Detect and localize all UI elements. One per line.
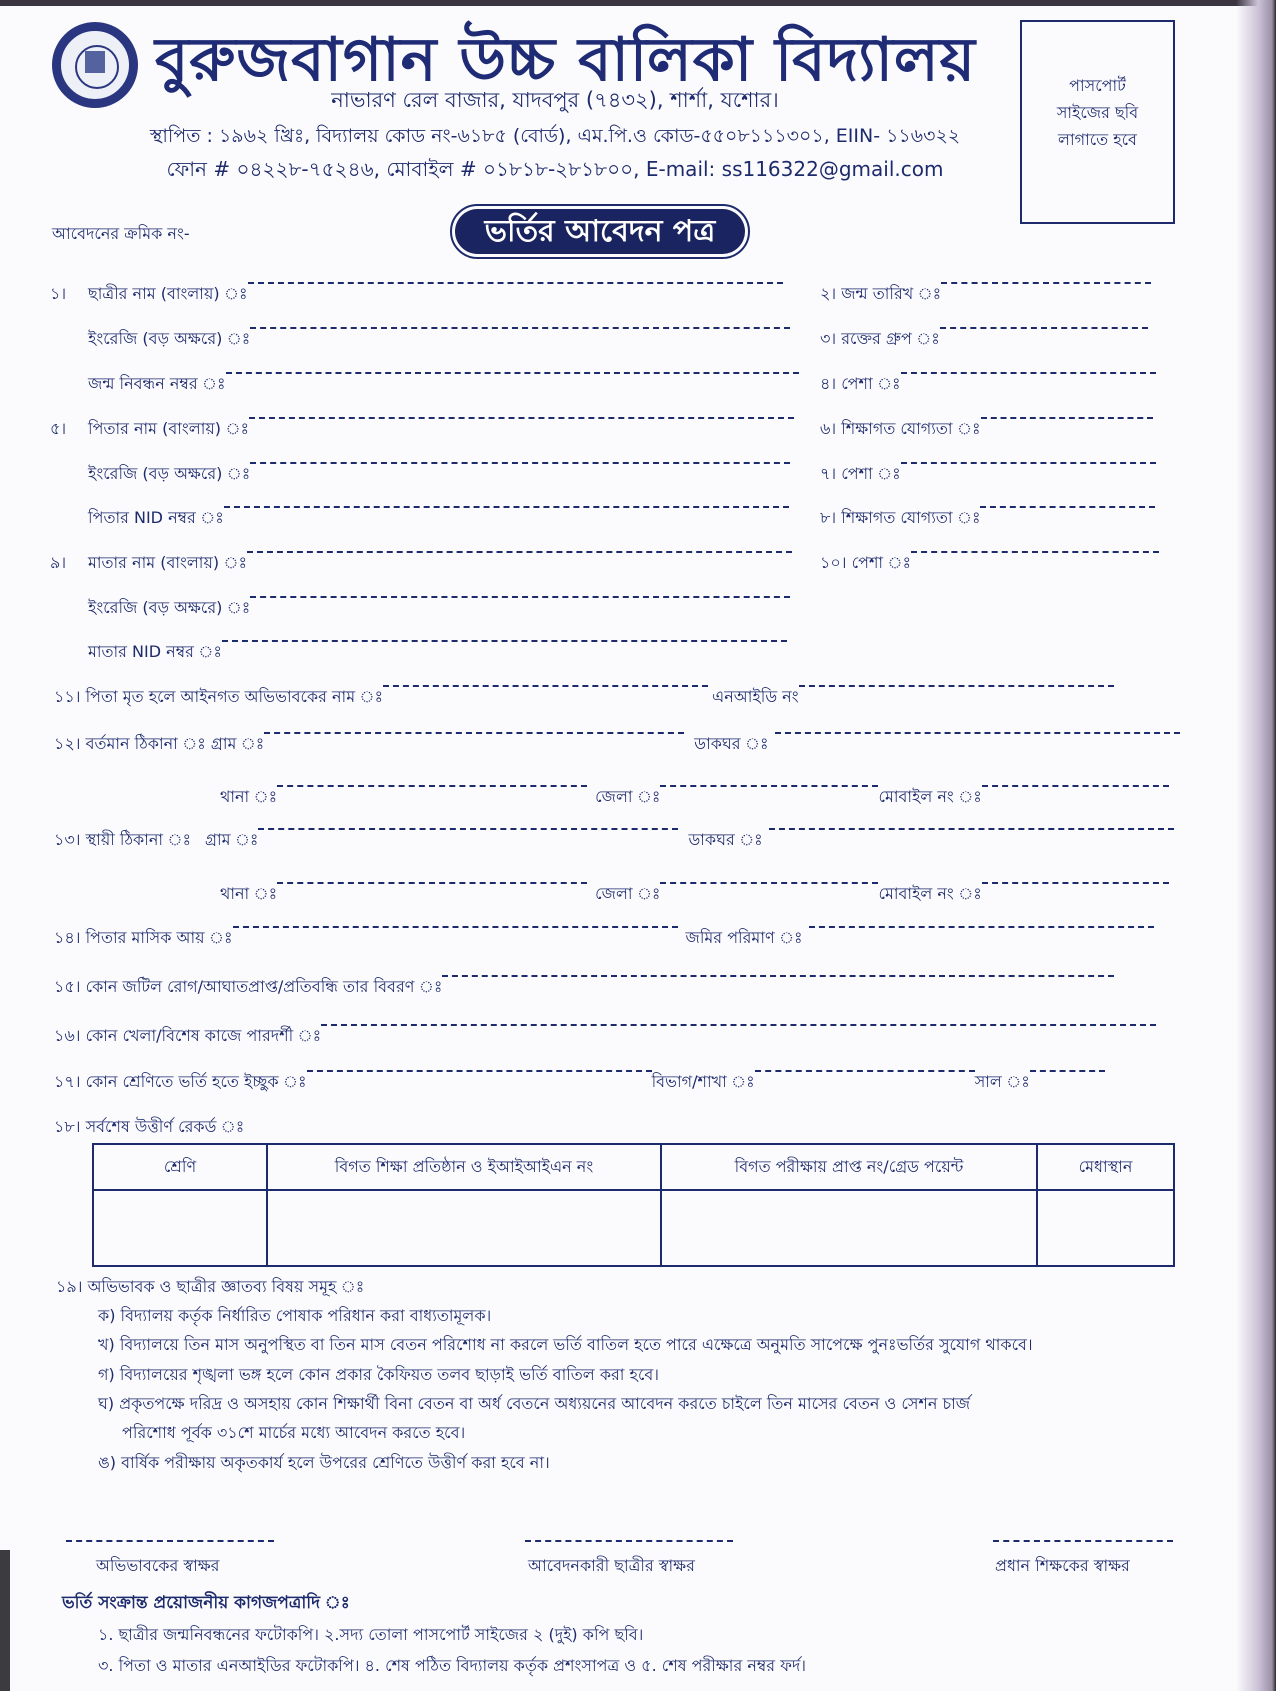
field-last-record: [54, 1113, 244, 1141]
required-documents-line: ৩. পিতা ও মাতার এনআইডির ফটোকপি। ৪. শেষ পঠিত বিদ্যালয় কর্তৃক প্রশংসাপত্র ও ৫. শেষ পরীক্ষার নম্বর ফর্দ।: [98, 1656, 807, 1675]
passport-text-line: পাসপোর্ট: [1069, 76, 1126, 95]
field-student-name-en: [88, 325, 790, 353]
required-documents-line: ১. ছাত্রীর জন্মনিবন্ধনের ফটোকপি। ২.সদ্য তোলা পাসপোর্ট সাইজের ২ (দুই) কপি ছবি।: [98, 1625, 644, 1644]
present-thana-input[interactable]: [277, 785, 587, 787]
present-district-input[interactable]: [660, 785, 878, 787]
field-label: পিতার NID নম্বর ঃ: [88, 508, 224, 527]
field-label: পিতার নাম (বাংলায়) ঃ: [88, 419, 249, 438]
special-skills-input[interactable]: [321, 1024, 1156, 1026]
field-birth-registration: [88, 370, 799, 398]
permanent-village-input[interactable]: [258, 828, 678, 830]
notes-heading: ১৯। অভিভাবক ও ছাত্রীর জ্ঞাতব্য বিষয় সমূহ ঃ: [56, 1277, 365, 1296]
previous-record-table: [92, 1143, 1175, 1267]
father-occupation-input[interactable]: [901, 462, 1156, 464]
permanent-post-office-input[interactable]: [769, 828, 1174, 830]
note-item: খ) বিদ্যালয়ে তিন মাস অনুপস্থিত বা তিন মাস বেতন পরিশোধ না করলে ভর্তি বাতিল হতে পারে এক্ষেত্রে অনুমতি সাপেক্ষে পুনঃভর্তির সুযোগ থাকবে।: [98, 1335, 1033, 1354]
father-name-en-input[interactable]: [250, 462, 790, 464]
mother-occupation-input[interactable]: [911, 551, 1159, 553]
department-input[interactable]: [755, 1070, 975, 1072]
field-father-income: [54, 924, 1154, 952]
field-label: ৬। শিক্ষাগত যোগ্যতা ঃ: [820, 419, 981, 438]
field-label: মাতার নাম (বাংলায়) ঃ: [88, 553, 248, 572]
father-nid-input[interactable]: [224, 506, 789, 508]
mother-name-bn-input[interactable]: [247, 551, 792, 553]
field-label: জেলা ঃ: [595, 884, 661, 903]
note-item: ক) বিদ্যালয় কর্তৃক নির্ধারিত পোষাক পরিধান করা বাধ্যতামূলক।: [98, 1306, 492, 1325]
father-name-bn-input[interactable]: [249, 417, 794, 419]
col-merit-position: মেধাস্থান: [1037, 1144, 1174, 1190]
scan-right-shadow: [1236, 0, 1276, 1691]
field-number: ১।: [50, 284, 67, 303]
field-father-occupation: [820, 460, 1156, 488]
blood-group-input[interactable]: [940, 327, 1148, 329]
field-label: ১৩। স্থায়ী ঠিকানা ঃ: [54, 830, 192, 849]
permanent-district-input[interactable]: [660, 882, 878, 884]
field-number: ৫।: [50, 419, 67, 438]
applicant-signature-label: আবেদনকারী ছাত্রীর স্বাক্ষর: [528, 1556, 695, 1575]
field-label: জন্ম নিবন্ধন নম্বর ঃ: [88, 374, 226, 393]
field-disease-description: [54, 973, 1114, 1001]
passport-photo-box[interactable]: [1020, 20, 1175, 224]
field-permanent-thana: [220, 880, 1169, 908]
note-item: ঙ) বার্ষিক পরীক্ষায় অকৃতকার্য হলে উপরের শ্রেণিতে উত্তীর্ণ করা হবে না।: [98, 1453, 550, 1472]
field-label: ৪। পেশা ঃ: [820, 374, 901, 393]
form-title: ভর্তির আবেদন পত্র: [455, 209, 745, 254]
field-label: ৩। রক্তের গ্রুপ ঃ: [820, 329, 940, 348]
field-label: ১৪। পিতার মাসিক আয় ঃ: [54, 928, 233, 947]
school-name: বুরুজবাগান উচ্চ বালিকা বিদ্যালয়: [155, 25, 976, 95]
institution-cell[interactable]: [267, 1190, 661, 1266]
field-label: ১৬। কোন খেলা/বিশেষ কাজে পারদর্শী ঃ: [54, 1026, 322, 1045]
field-label: সাল ঃ: [974, 1072, 1030, 1091]
student-name-bn-input[interactable]: [248, 282, 783, 284]
form-title-badge: [450, 204, 750, 259]
field-admission-class: [54, 1068, 1105, 1096]
field-label: ১৭। কোন শ্রেণিতে ভর্তি হতে ইচ্ছুক ঃ: [54, 1072, 307, 1091]
permanent-thana-input[interactable]: [277, 882, 587, 884]
present-post-office-input[interactable]: [775, 732, 1180, 734]
field-label: ১০। পেশা ঃ: [820, 553, 911, 572]
field-birth-date: [820, 280, 1151, 308]
field-label: থানা ঃ: [220, 787, 278, 806]
passport-text-line: লাগাতে হবে: [1058, 130, 1137, 149]
field-label: ১২। বর্তমান ঠিকানা ঃ গ্রাম ঃ: [54, 734, 265, 753]
field-special-skills: [54, 1022, 1156, 1050]
mother-nid-input[interactable]: [222, 640, 787, 642]
field-label: মোবাইল নং ঃ: [878, 884, 982, 903]
present-mobile-input[interactable]: [982, 785, 1169, 787]
father-education-input[interactable]: [981, 417, 1153, 419]
field-mother-name-bn: [50, 549, 792, 577]
note-item-continued: পরিশোধ পূর্বক ৩১শে মার্চের মধ্যে আবেদন করতে হবে।: [122, 1423, 466, 1442]
field-label: ১১। পিতা মৃত হলে আইনগত অভিভাবকের নাম ঃ: [54, 687, 384, 706]
birth-registration-input[interactable]: [226, 372, 799, 374]
field-label: মোবাইল নং ঃ: [878, 787, 982, 806]
field-father-education: [820, 415, 1153, 443]
guardian-signature-label: অভিভাবকের স্বাক্ষর: [96, 1556, 220, 1575]
field-permanent-address: [54, 826, 1174, 854]
field-label: থানা ঃ: [220, 884, 278, 903]
permanent-mobile-input[interactable]: [982, 882, 1169, 884]
field-label: ১৫। কোন জটিল রোগ/আঘাতপ্রাপ্ত/প্রতিবন্ধি তার বিবরণ ঃ: [54, 977, 443, 996]
field-label: ইংরেজি (বড় অক্ষরে) ঃ: [88, 464, 251, 483]
marks-cell[interactable]: [661, 1190, 1037, 1266]
disease-description-input[interactable]: [442, 975, 1114, 977]
headmaster-signature-line[interactable]: [993, 1540, 1173, 1542]
field-label: ডাকঘর ঃ: [694, 734, 769, 753]
scan-left-shadow: [0, 1550, 10, 1691]
col-marks-grade: বিগত পরীক্ষায় প্রাপ্ত নং/গ্রেড পয়েন্ট: [661, 1144, 1037, 1190]
note-item: ঘ) প্রকৃতপক্ষে দরিদ্র ও অসহায় কোন শিক্ষার্থী বিনা বেতন বা অর্ধ বেতনে অধ্যয়নের আবেদন করতে চাইলে তিন মাসের বেতন ও সেশন চার্জ: [98, 1394, 971, 1413]
field-label: ইংরেজি (বড় অক্ষরে) ঃ: [88, 329, 251, 348]
field-guardian-name: [54, 683, 1114, 711]
applicant-signature-line[interactable]: [525, 1540, 733, 1542]
mother-name-en-input[interactable]: [250, 596, 790, 598]
field-occupation-1: [820, 370, 1156, 398]
field-label: ৭। পেশা ঃ: [820, 464, 901, 483]
land-amount-input[interactable]: [809, 926, 1154, 928]
field-label: ছাত্রীর নাম (বাংলায়) ঃ: [88, 284, 248, 303]
field-present-thana: [220, 783, 1169, 811]
guardian-name-input[interactable]: [383, 685, 708, 687]
student-name-en-input[interactable]: [250, 327, 790, 329]
table-header-row: [93, 1144, 1174, 1190]
field-number: ৯।: [50, 553, 67, 572]
field-father-name-en: [88, 460, 790, 488]
merit-cell[interactable]: [1037, 1190, 1174, 1266]
passport-text-line: সাইজের ছবি: [1056, 103, 1139, 122]
occupation-1-input[interactable]: [901, 372, 1156, 374]
field-label: ডাকঘর ঃ: [688, 830, 763, 849]
guardian-signature-line[interactable]: [66, 1540, 274, 1542]
table-row: [93, 1190, 1174, 1266]
field-blood-group: [820, 325, 1148, 353]
field-label: জমির পরিমাণ ঃ: [685, 928, 803, 947]
contact-line: ফোন # ০৪২২৮-৭৫২৪৬, মোবাইল # ০১৮১৮-২৮১৮০০, E-mail: ss116322@gmail.com: [166, 157, 944, 181]
present-village-input[interactable]: [264, 732, 684, 734]
field-label: বিভাগ/শাখা ঃ: [651, 1072, 755, 1091]
scan-top-edge: [0, 0, 1276, 6]
father-income-input[interactable]: [233, 926, 678, 928]
field-student-name-bn: [50, 280, 783, 308]
field-label: ২। জন্ম তারিখ ঃ: [820, 284, 942, 303]
required-documents-heading: ভর্তি সংক্রান্ত প্রয়োজনীয় কাগজপত্রাদি ঃ: [62, 1593, 350, 1613]
year-input[interactable]: [1030, 1070, 1105, 1072]
field-father-name-bn: [50, 415, 794, 443]
field-mother-name-en: [88, 594, 790, 622]
field-label: মাতার NID নম্বর ঃ: [88, 642, 222, 661]
admission-class-input[interactable]: [307, 1070, 652, 1072]
serial-number-label: আবেদনের ক্রমিক নং-: [52, 224, 190, 243]
field-label: এনআইডি নং: [712, 687, 799, 706]
headmaster-signature-label: প্রধান শিক্ষকের স্বাক্ষর: [995, 1556, 1130, 1575]
note-item: গ) বিদ্যালয়ের শৃঙ্খলা ভঙ্গ হলে কোন প্রকার কৈফিয়ত তলব ছাড়াই ভর্তি বাতিল করা হবে।: [98, 1365, 659, 1384]
field-label: ইংরেজি (বড় অক্ষরে) ঃ: [88, 598, 251, 617]
field-father-nid: [88, 504, 789, 532]
mother-education-input[interactable]: [980, 506, 1155, 508]
col-class: শ্রেণি: [93, 1144, 267, 1190]
field-mother-occupation: [820, 549, 1159, 577]
field-label: জেলা ঃ: [595, 787, 661, 806]
field-mother-nid: [88, 638, 787, 666]
field-mother-education: [820, 504, 1155, 532]
field-label: ৮। শিক্ষাগত যোগ্যতা ঃ: [820, 508, 981, 527]
field-label: ১৮। সর্বশেষ উত্তীর্ণ রেকর্ড ঃ: [54, 1117, 245, 1136]
class-cell[interactable]: [93, 1190, 267, 1266]
guardian-nid-input[interactable]: [799, 685, 1114, 687]
school-address: নাভারণ রেল বাজার, যাদবপুর (৭৪৩২), শার্শা, যশোর।: [331, 88, 779, 112]
birth-date-input[interactable]: [941, 282, 1151, 284]
col-institution-eiin: বিগত শিক্ষা প্রতিষ্ঠান ও ইআইআইএন নং: [267, 1144, 661, 1190]
field-label: গ্রাম ঃ: [205, 830, 259, 849]
field-present-address: [54, 730, 1180, 758]
established-line: স্থাপিত : ১৯৬২ খ্রিঃ, বিদ্যালয় কোড নং-৬১৮৫ (বোর্ড), এম.পি.ও কোড-৫৫০৮১১১৩০১, EIIN- ১১৬৩২২: [149, 125, 961, 147]
